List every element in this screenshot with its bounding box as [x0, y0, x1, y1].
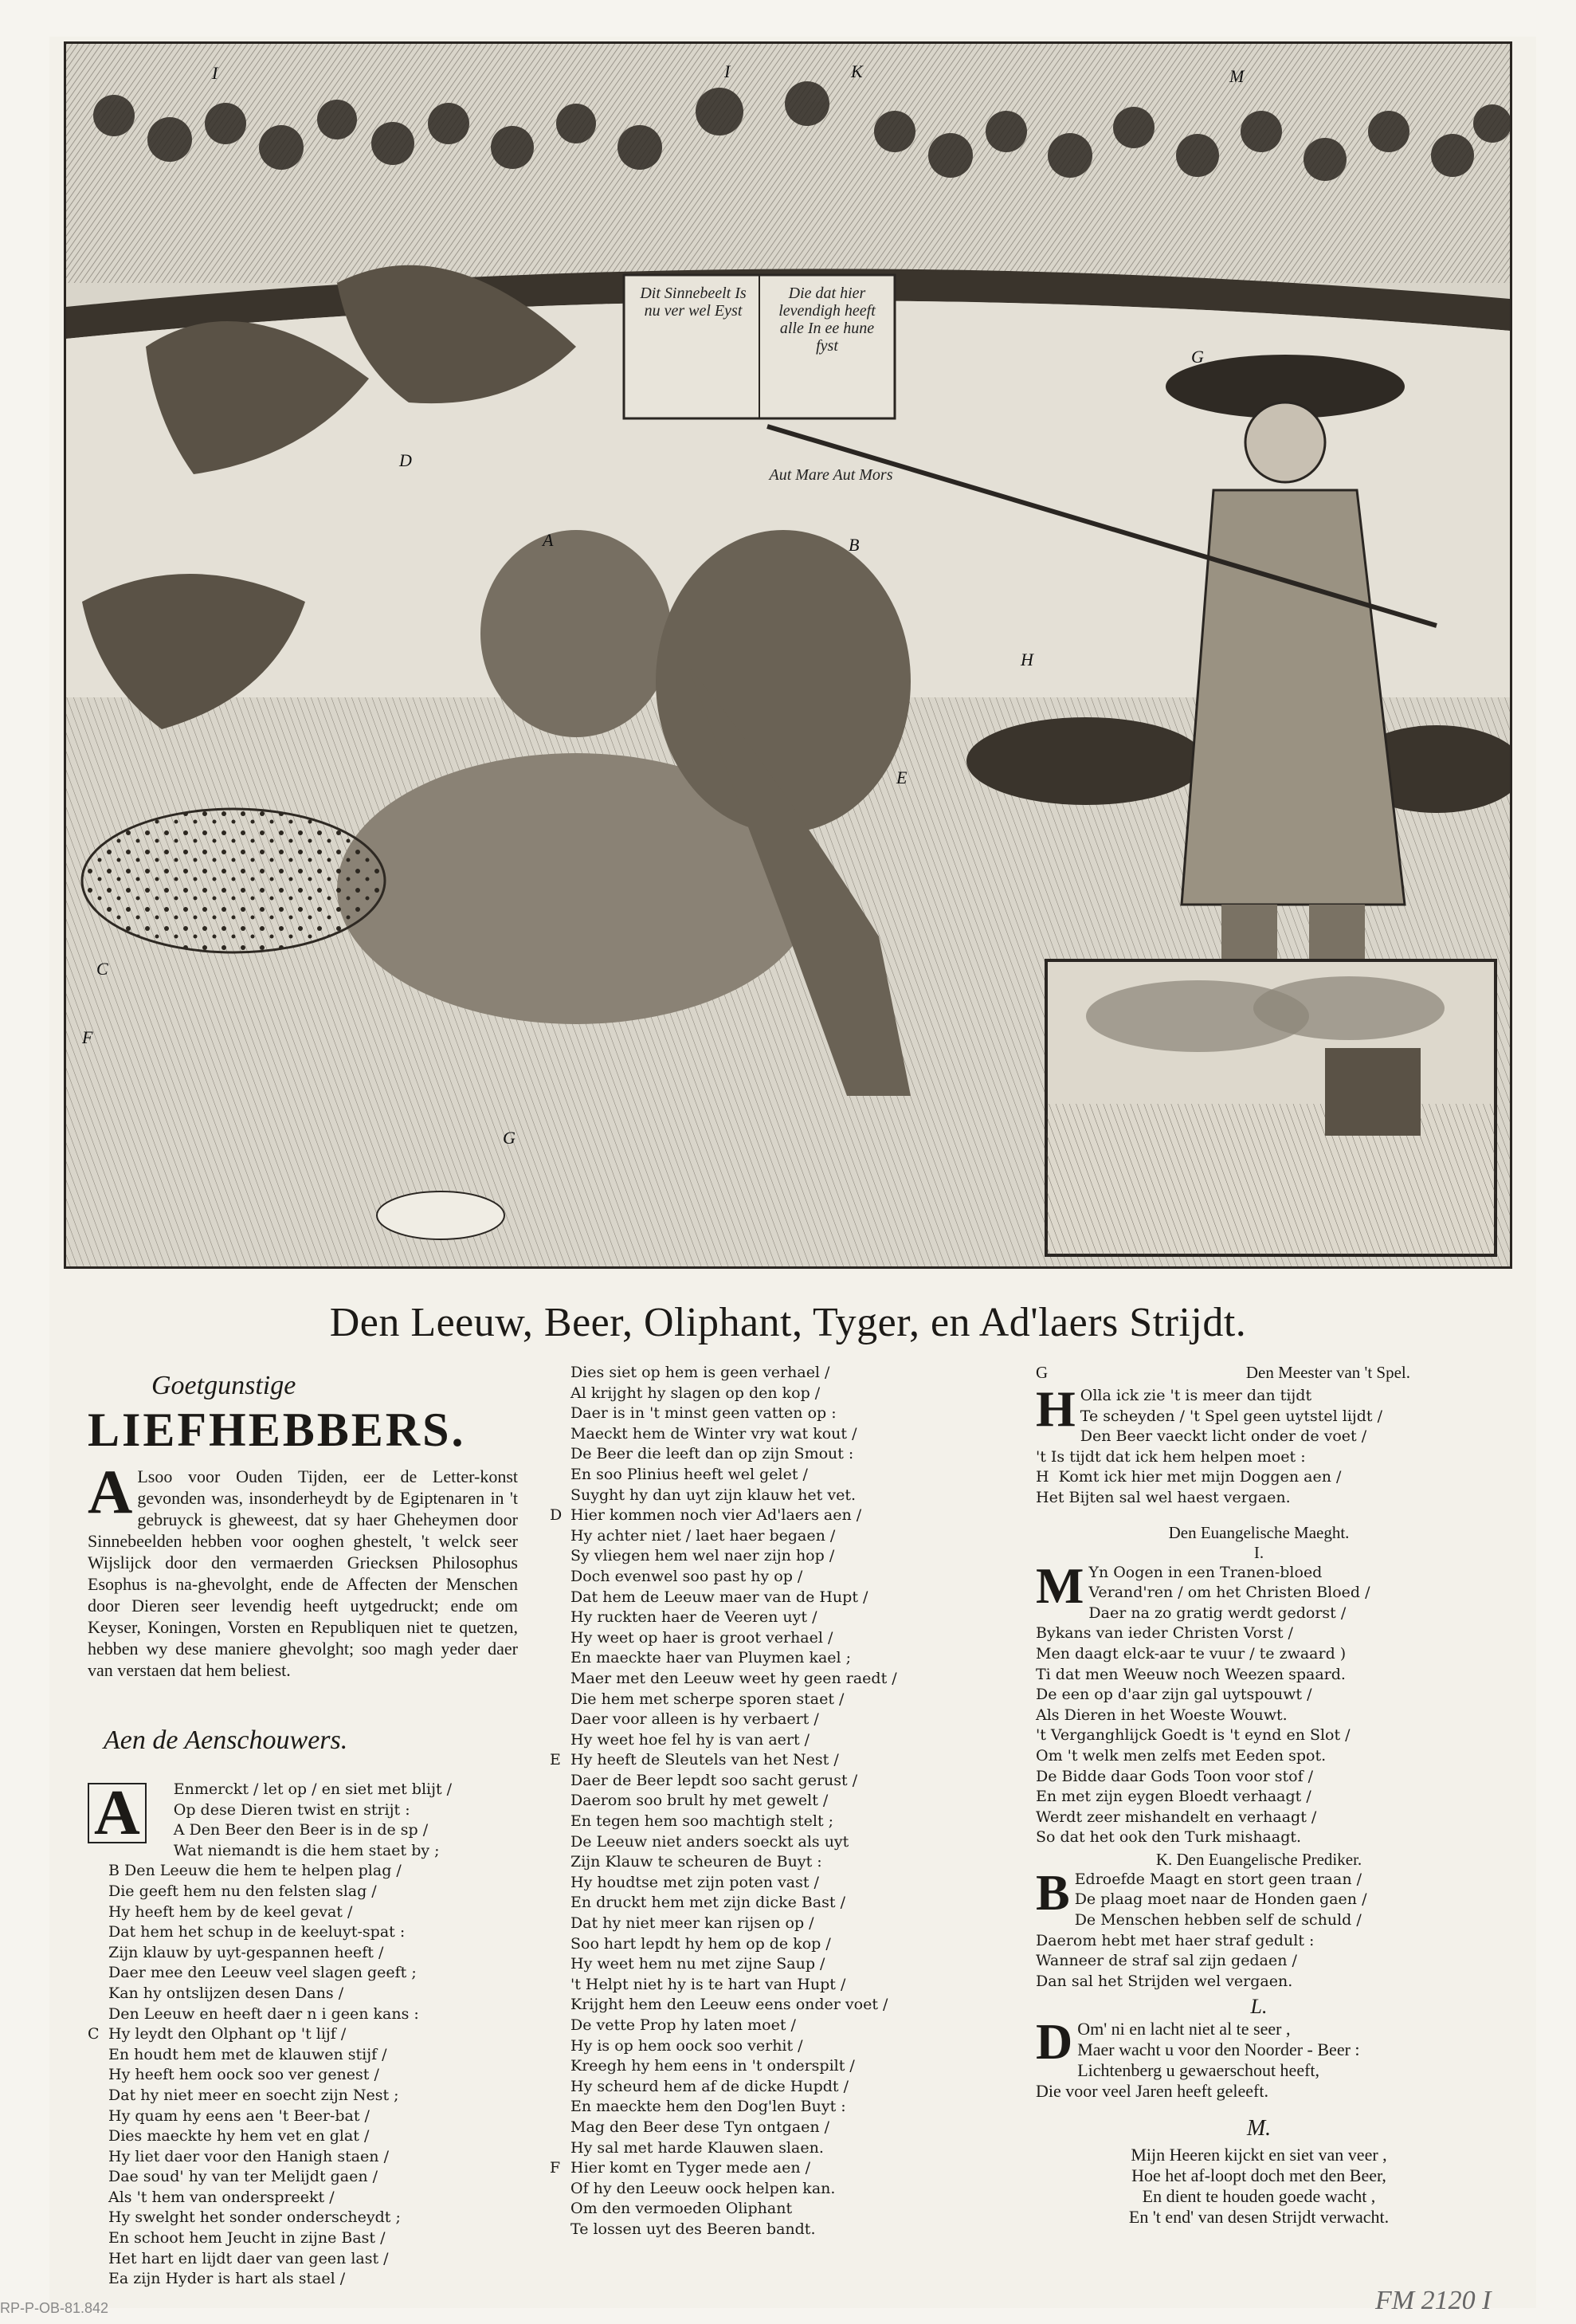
- verse-line: [550, 2097, 996, 2118]
- verse-text: Kan hy ontslijzen desen Dans /: [108, 1984, 344, 2002]
- verse-line: [550, 1403, 996, 1424]
- verse-line: [88, 2086, 518, 2106]
- engraving-illustration: [66, 44, 1510, 1266]
- plate-letter-F: F: [82, 1027, 93, 1047]
- speaker-name: Den Meester van 't Spel.: [1245, 1363, 1410, 1382]
- verse-text: Hy liet daer voor den Hanigh staen /: [108, 2147, 389, 2165]
- verse-marker: [550, 1832, 570, 1853]
- verse-marker: [550, 1873, 570, 1894]
- placard-right-text: Die dat hier levendigh heeft alle In ee hune fyst: [778, 285, 876, 355]
- stanza-line: 't Is tijdt dat ick hem helpen moet :: [1036, 1447, 1306, 1466]
- main-title: Den Leeuw, Beer, Oliphant, Tyger, en Ad'laers Strijdt.: [329, 1300, 1247, 1345]
- stanza-line: Om 't welk men zelfs met Eeden spot.: [1036, 1746, 1327, 1765]
- verse-marker: [550, 1893, 570, 1914]
- verse-marker: [550, 1934, 570, 1955]
- verse-line: [550, 1710, 996, 1730]
- verse-marker: [153, 1780, 174, 1800]
- verse-marker: [550, 1771, 570, 1792]
- verse-text: Hy weet hem nu met zijne Saup /: [570, 1955, 825, 1973]
- stanza-line: Als Dieren in het Woeste Wouwt.: [1036, 1706, 1288, 1724]
- plate-letter-B: B: [849, 535, 860, 555]
- verse-text: Al krijght hy slagen op den kop /: [570, 1384, 821, 1402]
- verse-marker: [550, 1444, 570, 1465]
- verse-text: En druckt hem met zijn dicke Bast /: [570, 1894, 845, 1912]
- verse-text: Dat hy niet meer en soecht zijn Nest ;: [108, 2086, 399, 2104]
- verse-marker: [88, 2269, 108, 2290]
- verse-text: Dat hem het schup in de keeluyt-spat :: [108, 1923, 406, 1941]
- verse-line: [550, 1608, 996, 1628]
- verse-marker: [88, 2106, 108, 2127]
- stanza-lines: [1036, 1380, 1482, 1509]
- verse-text: Hy swelght het sonder onderscheydt ;: [108, 2208, 401, 2227]
- verse-line: [550, 1505, 996, 1526]
- verse-line: [550, 1465, 996, 1486]
- verse-line: [88, 2045, 518, 2066]
- introduction-text: Lsoo voor Ouden Tijden, eer de Letter-konst gevonden was, insonderheydt by de Egiptenaren in 't gebruyck is gheweest, dat sy haer Gheheymen door Sinnebeelden hebben voor ooghen ghestelt, 't welck seer Wijslijck door den vermaerden Griecksen Philosophus Esophus is na-ghevolght, ende de Affecten der Menschen door Dieren seer levendig heeft uytgedruckt; ende om Keyser, Koningen, Vorsten en Republiquen niet te quetzen, hebben wy dese maniere ghevolght; soo magh yeder daer van verstaen dat hem beliest.: [88, 1466, 518, 1680]
- verse-marker: [550, 1465, 570, 1486]
- verse-line: [550, 1771, 996, 1792]
- verse-line: [88, 2269, 518, 2290]
- verse-marker: [550, 1995, 570, 2016]
- verse-text: Den Leeuw en heeft daer n i geen kans :: [108, 2004, 419, 2023]
- verse-text: Daerom soo brult hy met gewelt /: [570, 1792, 829, 1810]
- verse-line: [550, 1730, 996, 1751]
- drop-cap: B: [1036, 1863, 1070, 1921]
- plate-letter-E: E: [896, 767, 908, 787]
- verse-line: [550, 2199, 996, 2220]
- plate-letter-G: G: [1191, 347, 1204, 367]
- verse-text: Hy sal met harde Klauwen slaen.: [570, 2138, 824, 2157]
- verse-marker: [550, 1424, 570, 1445]
- drop-cap: M: [1036, 1557, 1084, 1614]
- verse-marker: [550, 1975, 570, 1996]
- verse-text: Doch evenwel soo past hy op /: [570, 1567, 803, 1585]
- verse-text: De Leeuw niet anders soeckt als uyt: [570, 1832, 849, 1851]
- verse-marker: [88, 1984, 108, 2004]
- verse-text: Hier kommen noch vier Ad'laers aen /: [570, 1506, 862, 1525]
- verse-marker: [550, 1730, 570, 1751]
- verse-line: [88, 2004, 518, 2025]
- verse-text: Sy vliegen hem wel naer zijn hop /: [570, 1547, 835, 1565]
- verse-text: Suyght hy dan uyt zijn klauw het vet.: [570, 1486, 857, 1504]
- verse-marker: [550, 1384, 570, 1404]
- verse-line: [550, 1791, 996, 1812]
- verse-line: [550, 2138, 996, 2159]
- verse-line: [550, 2077, 996, 2098]
- verse-marker: [550, 1710, 570, 1730]
- verse-line: [550, 1812, 996, 1832]
- stanza: [1036, 1380, 1482, 1509]
- verse-text: 't Helpt niet hy is te hart van Hupt /: [570, 1975, 846, 1993]
- verse-line: [88, 1902, 518, 1923]
- section-heading: Aen de Aenschouwers.: [104, 1725, 348, 1755]
- verse-marker: [88, 2228, 108, 2249]
- verse-marker: [88, 1922, 108, 1943]
- verse-marker: [153, 1820, 174, 1841]
- verse-text: En schoot hem Jeucht in zijne Bast /: [108, 2229, 386, 2247]
- verse-marker: [550, 1648, 570, 1669]
- stanza-line: Hoe het af-loopt doch met den Beer,: [1131, 2165, 1386, 2186]
- verse-line: [550, 1690, 996, 1710]
- verse-marker: [88, 1902, 108, 1923]
- verse-text: Wat niemandt is die hem staet by ;: [173, 1841, 440, 1859]
- verse-text: De vette Prop hy laten moet /: [570, 2016, 796, 2034]
- verse-marker: [88, 2004, 108, 2025]
- verse-text: Enmerckt / let op / en siet met blijt /: [173, 1780, 453, 1798]
- verse-marker: [550, 1486, 570, 1506]
- verse-marker: [550, 2056, 570, 2077]
- verse-line: [88, 2065, 518, 2086]
- catalog-number: RP-P-OB-81.842: [0, 2300, 109, 2316]
- verse-line: [88, 1943, 518, 1964]
- greeting-title: LIEFHEBBERS.: [88, 1403, 466, 1456]
- verse-text: Dat hem de Leeuw maer van de Hupt /: [570, 1588, 868, 1606]
- verse-line: [550, 2158, 996, 2179]
- verse-line: [550, 1893, 996, 1914]
- verse-marker: [550, 1690, 570, 1710]
- stanza-line: Dan sal het Strijden wel vergaen.: [1036, 1972, 1293, 1990]
- stanza-line: So dat het ook den Turk mishaagt.: [1036, 1828, 1302, 1847]
- verse-line: [88, 2106, 518, 2127]
- stanza-line: Yn Oogen in een Tranen-bloed: [1088, 1563, 1323, 1581]
- verse-text: Hy is op hem oock soo verhit /: [570, 2036, 803, 2055]
- verse-line: [88, 2228, 518, 2249]
- verse-marker: [88, 1943, 108, 1964]
- verse-text: Zijn Klauw te scheuren de Buyt :: [570, 1853, 822, 1871]
- verse-text: Hy leydt den Olphant op 't lijf /: [108, 2025, 347, 2043]
- verse-marker: [550, 2097, 570, 2118]
- verse-marker: [88, 2249, 108, 2270]
- speaker-letter: I.: [1253, 1542, 1264, 1562]
- verse-text: Hy quam hy eens aen 't Beer-bat /: [108, 2106, 370, 2125]
- verse-marker: [550, 1812, 570, 1832]
- introduction-paragraph: [88, 1457, 518, 1681]
- stanza-line: De Menschen hebben self de schuld /: [1074, 1911, 1362, 1929]
- verse-line: [88, 2167, 518, 2188]
- verse-text: De Beer die leeft dan op zijn Smout :: [570, 1445, 854, 1463]
- stanza: [1036, 1863, 1482, 1992]
- greeting-subtitle: Goetgunstige: [151, 1371, 296, 1400]
- verse-marker: [550, 2077, 570, 2098]
- stanza-line: De plaag moet naar de Honden gaen /: [1074, 1890, 1367, 1909]
- column-2: [550, 1363, 996, 2240]
- verse-marker: [550, 1403, 570, 1424]
- verse-text: Ea zijn Hyder is hart als stael /: [108, 2270, 346, 2288]
- verse-text: Als 't hem van onderspreekt /: [108, 2188, 335, 2206]
- stanza-line: Om' ni en lacht niet al te seer ,: [1077, 2019, 1291, 2039]
- verse-line: [88, 1882, 518, 1902]
- verse-text: Krijght hem den Leeuw eens onder voet /: [570, 1996, 888, 2014]
- plate-letter-D: D: [399, 450, 412, 470]
- engraving-plate: [64, 41, 1512, 1269]
- verse-text: Het hart en lijdt daer van geen last /: [108, 2249, 389, 2267]
- verse-marker: [88, 2065, 108, 2086]
- stanza-line: Olla ick zie 't is meer dan tijdt: [1080, 1387, 1312, 1404]
- verse-text: Dae soud' hy van ter Melijdt gaen /: [108, 2168, 378, 2186]
- verse-marker: [88, 2086, 108, 2106]
- verse-text: Hy weet hoe fel hy is van aert /: [570, 1730, 810, 1749]
- stanza-line: 't Verganghlijck Goedt is 't eynd en Slot /: [1036, 1726, 1351, 1745]
- stanza-lines: [1036, 1557, 1482, 1848]
- stanza-line: Daerom hebt met haer straf gedult :: [1036, 1931, 1315, 1949]
- verse-marker: D: [550, 1506, 563, 1525]
- stanza-line: Werdt zeer mishandelt en verhaagt /: [1036, 1808, 1317, 1826]
- verse-text: En tegen hem soo machtigh stelt ;: [570, 1812, 834, 1831]
- verse-line: [550, 1914, 996, 1934]
- verse-line: [550, 2220, 996, 2240]
- verse-lines: [88, 1780, 518, 2290]
- verse-text: Kreegh hy hem eens in 't onderspilt /: [570, 2057, 855, 2075]
- stanza-lines: [1036, 2145, 1482, 2228]
- verse-line: [88, 1963, 518, 1984]
- verse-marker: [88, 1861, 108, 1882]
- verse-marker: [550, 1628, 570, 1649]
- verse-line: [550, 1424, 996, 1445]
- column-1: [88, 1363, 518, 2290]
- verse-marker: [550, 1669, 570, 1690]
- verse-line: [88, 2147, 518, 2168]
- verse-text: Daer is in 't minst geen vatten op :: [570, 1404, 837, 1423]
- verse-marker: [550, 2016, 570, 2036]
- verse-line: [550, 1832, 996, 1853]
- plate-letter-K: K: [851, 61, 863, 81]
- stanza-line: Daer na zo gratig werdt gedorst /: [1088, 1604, 1347, 1622]
- verse-text: Om den vermoeden Oliphant: [570, 2200, 793, 2218]
- verse-text: Hy weet op haer is groot verhael /: [570, 1628, 833, 1647]
- verse-marker: [153, 1841, 174, 1862]
- ornamental-initial: A: [88, 1783, 147, 1843]
- speaker-name: Den Euangelische Prediker.: [1176, 1849, 1362, 1869]
- verse-text: En maeckte hem den Dog'len Buyt :: [570, 2098, 846, 2116]
- verse-marker: [88, 2188, 108, 2208]
- verse-text: Of hy den Leeuw oock helpen kan.: [570, 2179, 836, 2197]
- verse-line: [550, 1444, 996, 1465]
- verse-text: Hier komt en Tyger mede aen /: [570, 2159, 811, 2177]
- verse-line: [550, 1628, 996, 1649]
- verse-marker: [550, 1546, 570, 1567]
- verse-line: [550, 1526, 996, 1547]
- stanza-line: H Komt ick hier met mijn Doggen aen /: [1036, 1468, 1342, 1486]
- stanza-line: En 't end' van desen Strijdt verwacht.: [1128, 2207, 1390, 2228]
- speaker-heading: [1036, 1363, 1482, 1383]
- verse-marker: [88, 2045, 108, 2066]
- master-face: [1245, 402, 1325, 482]
- verse-line: [550, 1954, 996, 1975]
- plate-letter-G-2: G: [503, 1128, 516, 1148]
- verse-line: [88, 2188, 518, 2208]
- speaker-heading: Den Euangelische Maeght.: [1168, 1522, 1350, 1542]
- verse-line: [153, 1841, 518, 1862]
- stanza-line: Te scheyden / 't Spel geen uytstel lijdt /: [1080, 1407, 1382, 1425]
- verse-lines: [550, 1363, 996, 2240]
- verse-marker: [550, 1588, 570, 1608]
- verse-text: Hy houdtse met zijn poten vast /: [570, 1873, 819, 1891]
- stanza-line: Het Bijten sal wel haest vergaen.: [1036, 1488, 1291, 1506]
- verse-marker: F: [550, 2159, 561, 2177]
- verse-text: Hy achter niet / laet haer begaen /: [570, 1526, 836, 1545]
- stanza-line: Maer wacht u voor den Noorder - Beer :: [1077, 2039, 1360, 2060]
- verse-text: Hy heeft hem by de keel gevat /: [108, 1902, 353, 1921]
- verse-line: [88, 1922, 518, 1943]
- verse-line: [550, 1995, 996, 2016]
- verse-text: Daer voor alleen is hy verbaert /: [570, 1710, 819, 1729]
- verse-text: Hy scheurd hem af de dicke Hupdt /: [570, 2077, 849, 2095]
- stanza-line: Mijn Heeren kijckt en siet van veer ,: [1131, 2145, 1387, 2165]
- stanza-line: Verand'ren / om het Christen Bloed /: [1088, 1584, 1370, 1602]
- verse-marker: [88, 1963, 108, 1984]
- verse-marker: [550, 2220, 570, 2240]
- plate-letter-C: C: [96, 959, 108, 979]
- plate-letter-I: I: [212, 63, 218, 83]
- verse-marker: [550, 2036, 570, 2057]
- verse-line: [550, 1873, 996, 1894]
- verse-marker: [550, 1791, 570, 1812]
- verse-line: [550, 1975, 996, 1996]
- verse-text: Hy ruckten haer de Veeren uyt /: [570, 1608, 817, 1627]
- verse-line: [88, 2208, 518, 2228]
- verse-marker: [550, 2199, 570, 2220]
- verse-text: Daer mee den Leeuw veel slagen geeft ;: [108, 1964, 417, 1982]
- speaker-letter: G: [1036, 1363, 1049, 1382]
- verse-text: Die geeft hem nu den felsten slag /: [108, 1882, 377, 1900]
- verse-line: [550, 1852, 996, 1873]
- verse-line: [153, 1820, 518, 1841]
- verse-line: [550, 2016, 996, 2036]
- verse-line: [550, 2179, 996, 2200]
- verse-line: [153, 1780, 518, 1800]
- verse-line: [550, 2056, 996, 2077]
- drop-cap: H: [1036, 1380, 1076, 1437]
- placard-left-text: Dit Sinnebeelt Is nu ver wel Eyst: [640, 285, 747, 320]
- stanza-line: Die voor veel Jaren heeft geleeft.: [1036, 2081, 1268, 2102]
- verse-text: Maeckt hem de Winter vry wat kout /: [570, 1424, 857, 1443]
- stanza-line: Men daagt elck-aar te vuur / te zwaard ): [1036, 1644, 1347, 1663]
- verse-marker: [550, 2138, 570, 2159]
- stanza-line: De een op d'aar zijn gal uytspouwt /: [1036, 1686, 1312, 1704]
- verse-line: [88, 2126, 518, 2147]
- verse-text: Soo hart lepdt hy hem op de kop /: [570, 1934, 831, 1953]
- verse-text: Hy heeft de Sleutels van het Nest /: [570, 1751, 839, 1769]
- speaker-letter: L.: [1250, 1995, 1268, 2019]
- plate-letter-A: A: [543, 530, 554, 550]
- verse-line: [550, 1363, 996, 1384]
- stanza-line: En dient te houden goede wacht ,: [1142, 2186, 1376, 2207]
- banner-motto: Aut Mare Aut Mors: [769, 466, 893, 484]
- verse-marker: [550, 2179, 570, 2200]
- stanza-line: De Bidde daar Gods Toon voor stof /: [1036, 1767, 1314, 1785]
- verse-marker: [88, 1882, 108, 1902]
- verse-marker: [550, 1852, 570, 1873]
- verse-line: [88, 1984, 518, 2004]
- plate-letter-I-2: I: [724, 61, 731, 81]
- verse-line: [153, 1800, 518, 1821]
- verse-marker: [88, 2126, 108, 2147]
- verse-text: Dies siet op hem is geen verhael /: [570, 1364, 830, 1381]
- verse-marker: [88, 2147, 108, 2168]
- verse-text: En maeckte haer van Pluymen kael ;: [570, 1649, 852, 1667]
- column-3: [1036, 1363, 1482, 2228]
- stanza-lines: [1036, 2013, 1482, 2102]
- verse-marker: [550, 1526, 570, 1547]
- drop-cap: D: [1036, 2013, 1073, 2071]
- verse-marker: E: [550, 1751, 561, 1769]
- stanza-lines: [1036, 1863, 1482, 1992]
- verse-line: [550, 1669, 996, 1690]
- verse-line: [550, 1588, 996, 1608]
- stanza-line: Bykans van ieder Christen Vorst /: [1036, 1624, 1293, 1643]
- verse-line: [550, 1934, 996, 1955]
- verse-marker: [88, 2208, 108, 2228]
- stanza-line: Wanneer de straf sal zijn gedaen /: [1036, 1952, 1297, 1970]
- stanza: [1036, 2013, 1482, 2102]
- verse-marker: [550, 1914, 570, 1934]
- verse-text: Zijn klauw by uyt-gespannen heeft /: [108, 1943, 384, 1961]
- verse-marker: [550, 2118, 570, 2138]
- inventory-number: FM 2120 I: [1375, 2286, 1492, 2315]
- verse-marker: [550, 1608, 570, 1628]
- verse-text: En soo Plinius heeft wel gelet /: [570, 1465, 808, 1483]
- verse-text: Maer met den Leeuw weet hy geen raedt /: [570, 1669, 897, 1687]
- verse-line: [550, 1384, 996, 1404]
- verse-marker: C: [88, 2025, 100, 2043]
- verse-text: Te lossen uyt des Beeren bandt.: [570, 2220, 816, 2238]
- dog-1: [966, 717, 1206, 805]
- verse-text: B Den Leeuw die hem te helpen plag /: [108, 1862, 402, 1880]
- verse-line: [550, 2036, 996, 2057]
- plate-letter-H: H: [1021, 650, 1033, 669]
- drop-cap: A: [88, 1457, 133, 1526]
- verse-text: Mag den Beer dese Tyn ontgaen /: [570, 2118, 830, 2136]
- speaker-letter: M.: [1246, 2116, 1272, 2141]
- verse-line: [550, 1546, 996, 1567]
- bear: [480, 530, 672, 737]
- stanza-line: En met zijn eygen Bloedt verhaagt /: [1036, 1788, 1311, 1806]
- verse-text: Op dese Dieren twist en strijt :: [173, 1800, 410, 1819]
- verse-text: Daer de Beer lepdt soo sacht gerust /: [570, 1771, 858, 1789]
- verse-text: Dat hy niet meer kan rijsen op /: [570, 1914, 814, 1933]
- verse-marker: [550, 1954, 570, 1975]
- verse-line: [88, 1861, 518, 1882]
- verse-marker: [550, 1567, 570, 1588]
- verse-text: En houdt hem met de klauwen stijf /: [108, 2045, 387, 2063]
- verse-line: [88, 2024, 518, 2045]
- plate-letter-M: M: [1229, 66, 1245, 86]
- speaker-letter: K.: [1155, 1849, 1173, 1869]
- stanza-line: Den Beer vaeckt licht onder de voet /: [1080, 1427, 1367, 1446]
- verse-line: [550, 2118, 996, 2138]
- stanza: [1036, 1557, 1482, 1848]
- verse-marker: [550, 1363, 570, 1384]
- stanza-line: Edroefde Maagt en stort geen traan /: [1074, 1870, 1362, 1888]
- verse-text: Dies maeckte hy hem vet en glat /: [108, 2127, 370, 2145]
- tiger: [82, 809, 385, 952]
- stanza-line: Lichtenberg u gewaerschout heeft,: [1077, 2060, 1320, 2081]
- speaker-heading: [1036, 1850, 1482, 1870]
- verse-line: [550, 1567, 996, 1588]
- verse-marker: [153, 1800, 174, 1821]
- stanza-line: Ti dat men Weeuw noch Weezen spaard.: [1036, 1665, 1346, 1683]
- verse-block-1: [88, 1780, 518, 2290]
- verse-line: [550, 1648, 996, 1669]
- verse-text: Hy heeft hem oock soo ver genest /: [108, 2066, 379, 2084]
- verse-text: Die hem met scherpe sporen staet /: [570, 1690, 845, 1708]
- verse-line: [550, 1750, 996, 1771]
- verse-line: [550, 1486, 996, 1506]
- verse-text: A Den Beer den Beer is in de sp /: [173, 1821, 429, 1839]
- verse-marker: [88, 2167, 108, 2188]
- verse-line: [88, 2249, 518, 2270]
